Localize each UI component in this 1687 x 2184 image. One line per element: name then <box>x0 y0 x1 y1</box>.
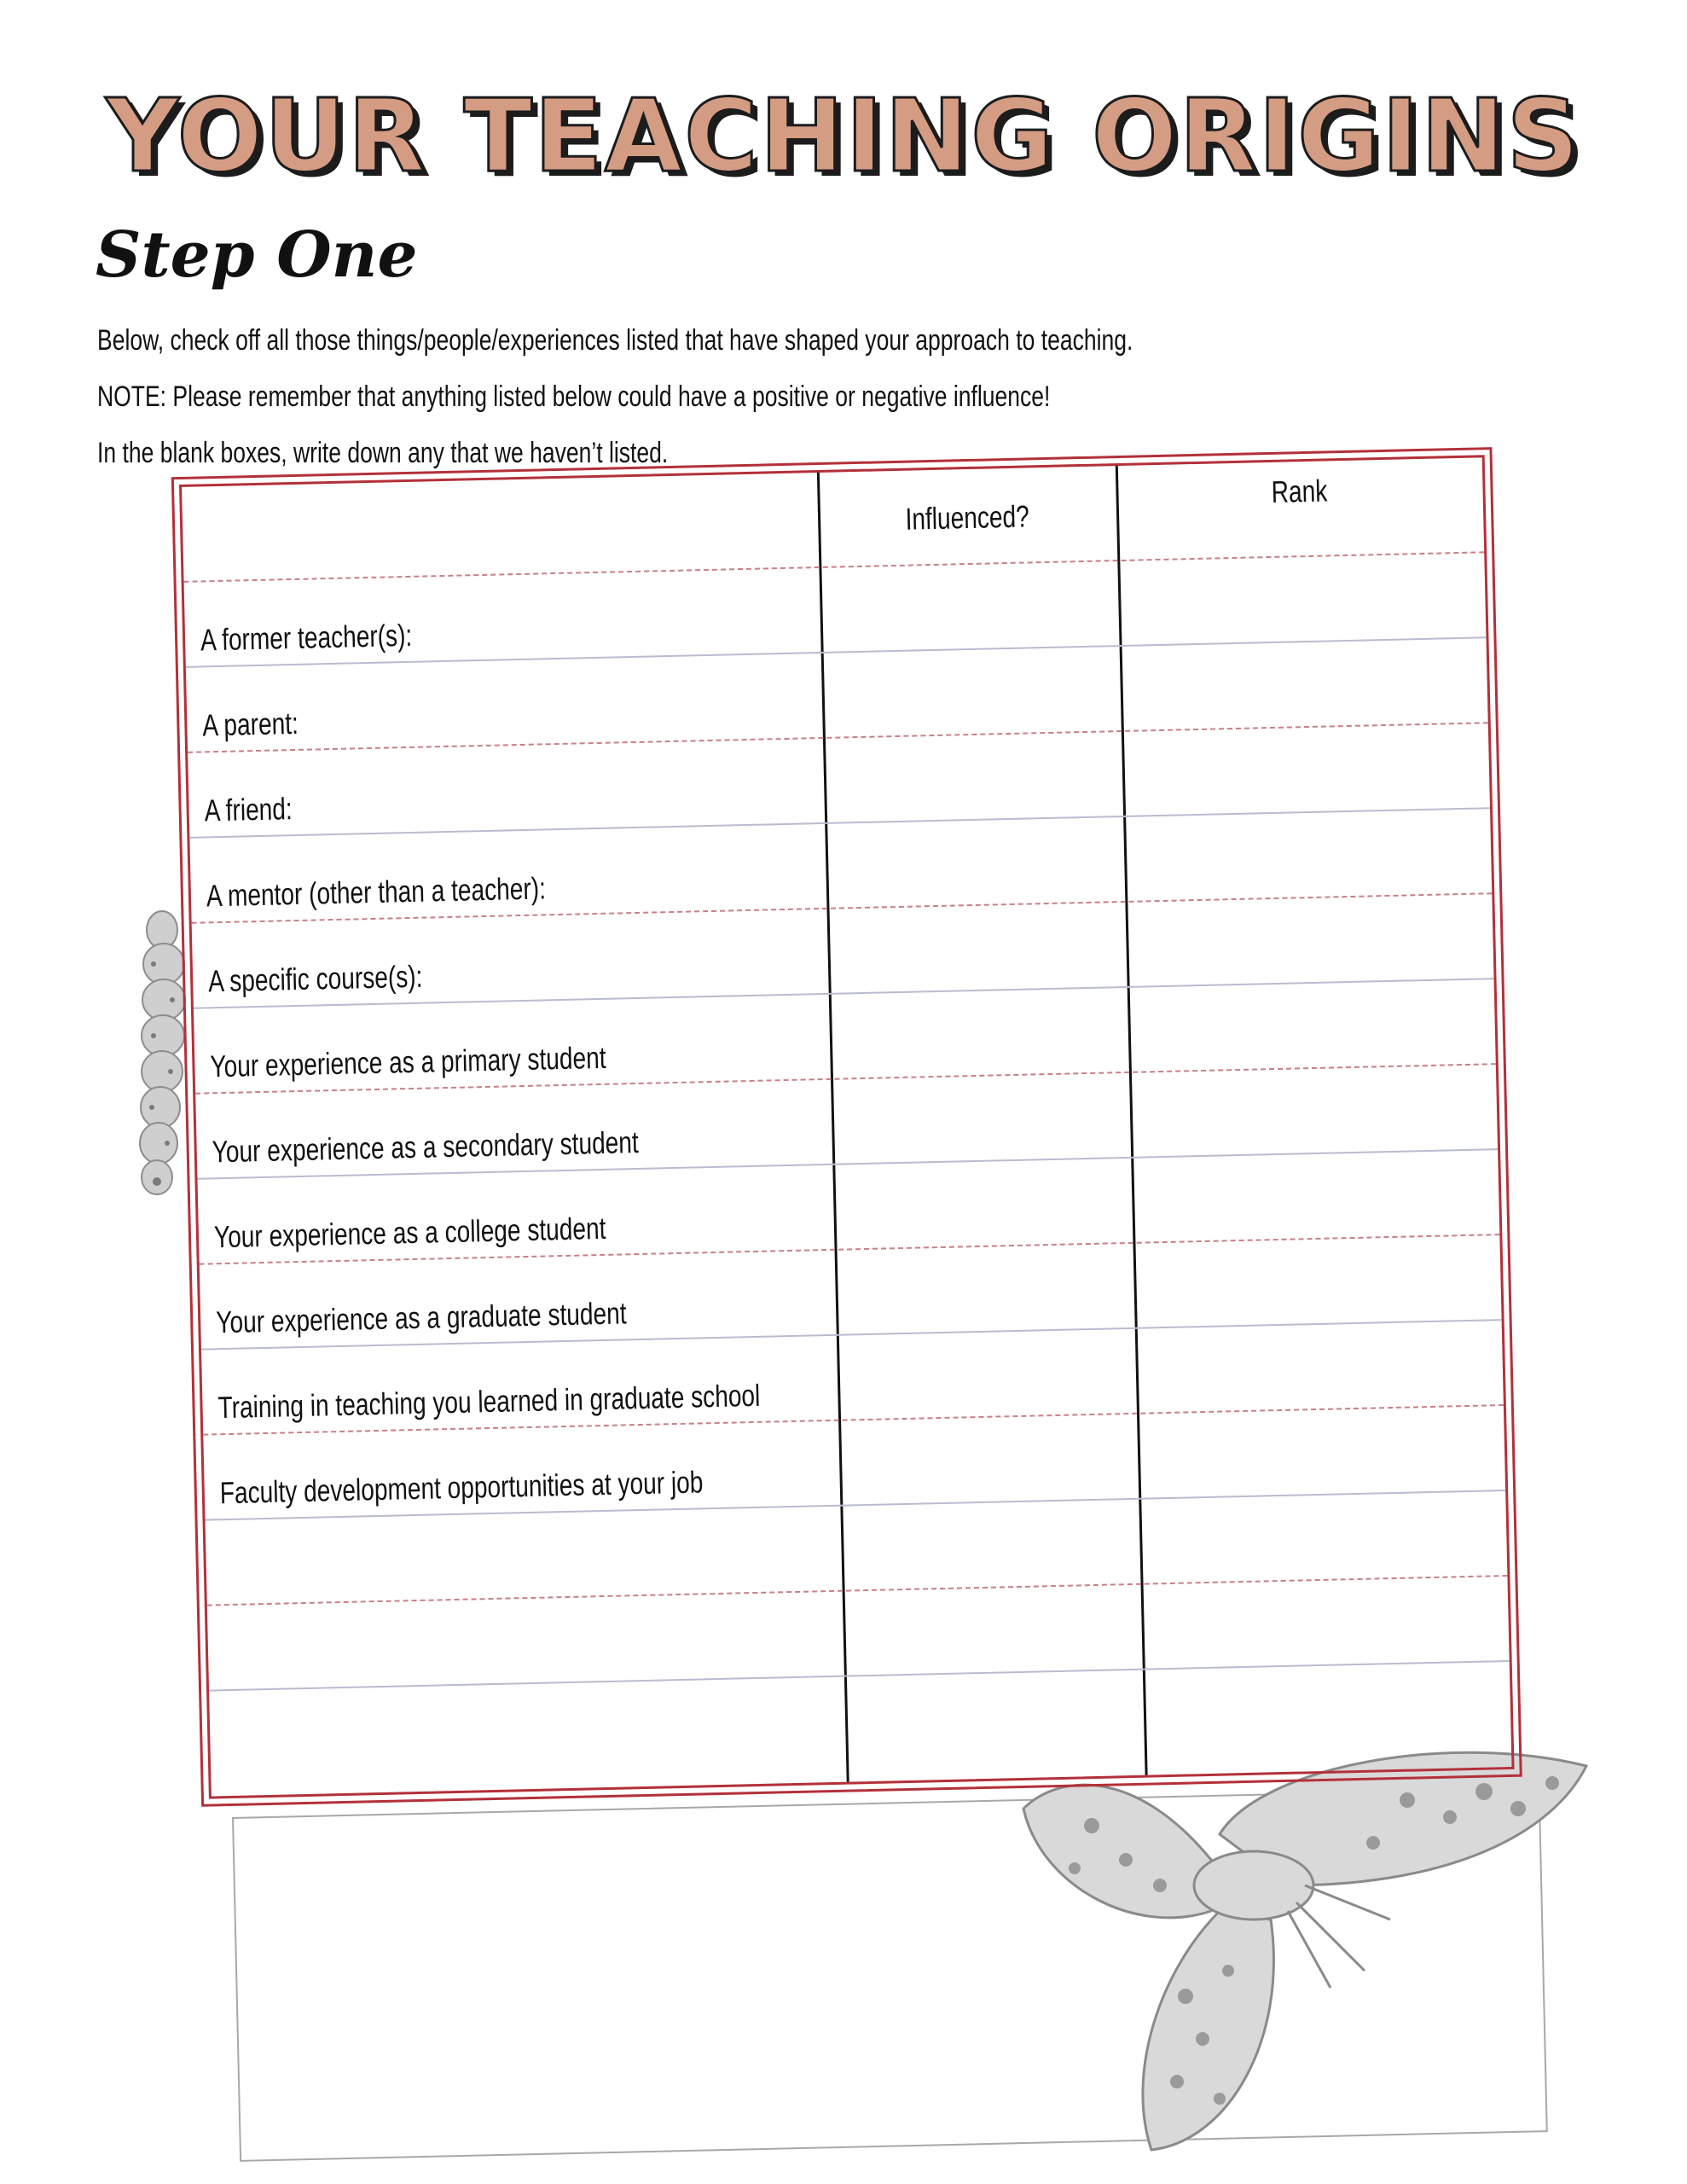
table-row-label: Your experience as a primary student <box>210 1039 606 1084</box>
table-row-label: Training in teaching you learned in graduate school <box>217 1377 761 1426</box>
row-divider <box>188 722 1488 753</box>
instruction-line-1: Below, check off all those things/people/experiences listed that have shaped your approach to teaching. <box>97 324 1133 357</box>
table-rows <box>182 457 1511 1796</box>
table-row-label: Your experience as a college student <box>213 1210 606 1255</box>
column-header-influenced: Influenced? <box>905 498 1030 537</box>
row-divider <box>189 807 1490 839</box>
blank-notes-panel[interactable] <box>232 1787 1548 2162</box>
row-divider <box>209 1660 1510 1692</box>
table-row-label: A former teacher(s): <box>200 617 413 658</box>
row-divider <box>207 1575 1508 1606</box>
step-heading: Step One <box>96 218 418 292</box>
table-row-label: Faculty development opportunities at your job <box>219 1464 704 1511</box>
column-header-rank: Rank <box>1271 473 1328 509</box>
influences-table <box>179 455 1515 1798</box>
table-row-label: A specific course(s): <box>207 958 423 999</box>
caterpillar-illustration <box>128 904 196 1203</box>
table-row-label: Your experience as a secondary student <box>212 1124 640 1170</box>
row-divider <box>184 551 1485 583</box>
table-row-label: A mentor (other than a teacher): <box>206 870 547 914</box>
table-row-label: Your experience as a graduate student <box>215 1295 627 1340</box>
instruction-line-2: NOTE: Please remember that anything listed below could have a positive or negative influence! <box>97 380 1051 413</box>
page-title: YOUR TEACHING ORIGINS <box>106 77 1581 195</box>
table-row-label: A friend: <box>204 791 293 828</box>
table-row-label: A parent: <box>201 705 299 743</box>
instruction-line-3: In the blank boxes, write down any that we haven’t listed. <box>97 437 669 469</box>
